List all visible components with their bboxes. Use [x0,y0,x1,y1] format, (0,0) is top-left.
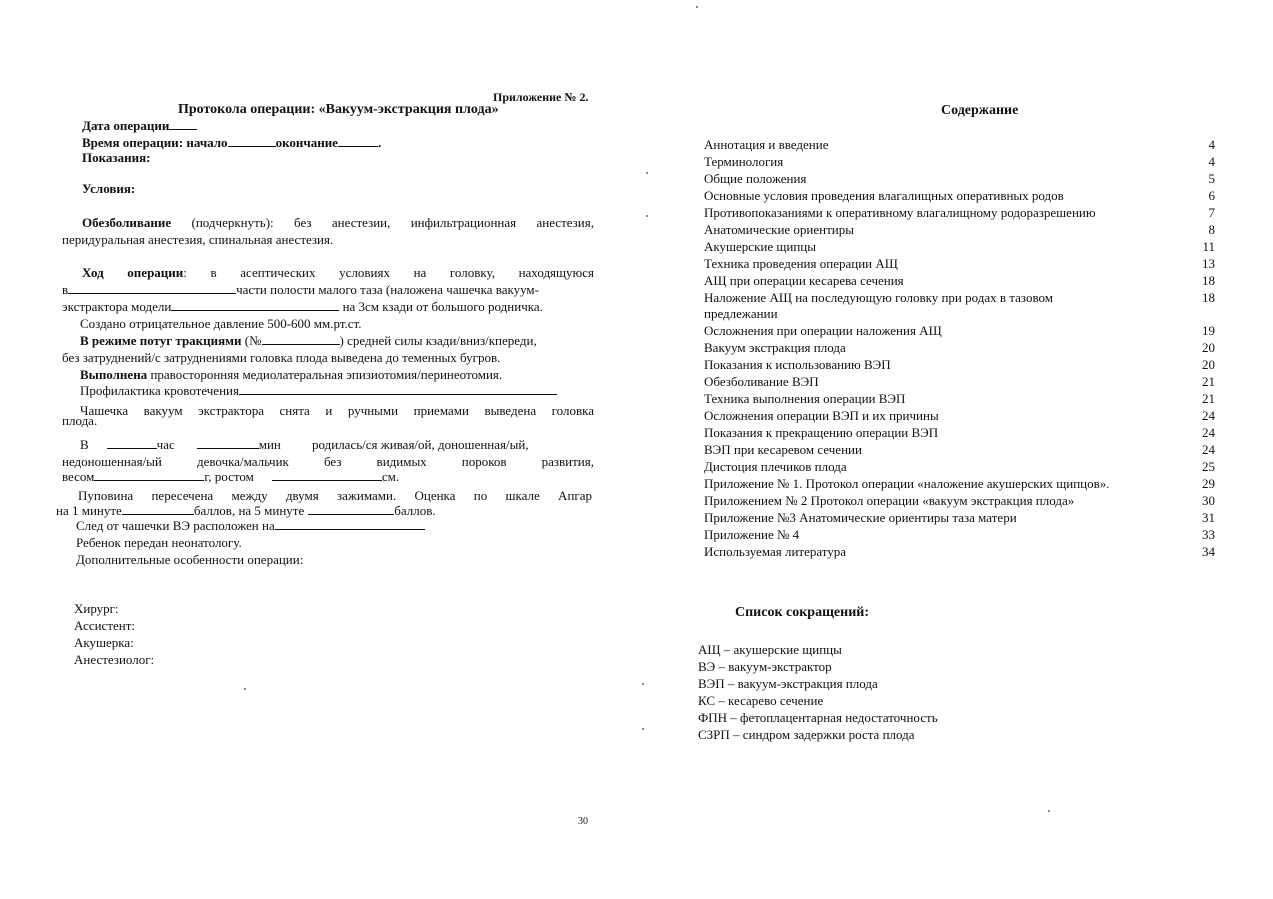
extra-features-line: Дополнительные особенности операции: [76,552,304,567]
born-in-label: В [80,437,89,452]
apgar-5-blank [308,503,394,515]
cup-removed-line-2: плода. [62,413,98,428]
anesthesia-line [82,215,594,231]
trace-line [76,518,425,534]
toc-entry-title: Приложение № 1. Протокол операции «наложение акушерских щипцов». [704,476,1110,491]
weight-label: весом [62,469,95,484]
toc-entry-title: Приложением № 2 Протокол операции «вакуум экстракция плода» [704,493,1075,508]
toc-entry-page: 21 [1202,391,1215,406]
toc-entry-title: Вакуум экстракция плода [704,340,846,355]
toc-entry-title: Основные условия проведения влагалищных оперативных родов [704,188,1064,203]
toc-entry-title: Показания к использованию ВЭП [704,357,891,372]
protocol-title: Протокола операции: «Вакуум-экстракция плода» [178,102,499,117]
toc-entry-page: 8 [1208,222,1215,237]
abbreviation-item: КС – кесарево сечение [698,693,824,708]
weight-blank [94,469,204,481]
scan-speck [1048,810,1050,812]
indications-label: Показания: [82,150,151,165]
page-number: 30 [578,816,588,827]
toc-entry-page: 20 [1202,357,1215,372]
toc-entry-page: 25 [1202,459,1215,474]
abbreviation-item: АЩ – акушерские щипцы [698,642,842,657]
birth-hour-label: час [156,437,175,452]
model-blank [171,299,339,311]
traction-number-blank [262,333,340,345]
scan-speck [642,728,644,730]
scan-speck [642,683,644,685]
toc-entry-page: 4 [1208,137,1215,152]
toc-entry-page: 30 [1202,493,1215,508]
conditions-label: Условия: [82,181,136,196]
anesthesia-options-2: перидуральная анестезия, спинальная анестезия. [62,232,334,247]
cord-line: Пуповина пересечена между двумя зажимами. Оценка по шкале Апгар [78,488,592,503]
cup-removed-line: Чашечка вакуум экстрактора снята и ручными приемами выведена головка [80,403,594,418]
toc-entry-page: 19 [1202,323,1215,338]
course-label: Ход операции [82,265,184,280]
toc-entry-title: Аннотация и введение [704,137,829,152]
birth-line-2: недоношенная/ый девочка/мальчик без видимых пороков развития, [62,454,594,469]
toc-entry-title: Наложение АЩ на последующую головку при родах в тазовом [704,290,1053,305]
time-end-blank [338,135,378,147]
apgar-5-label: баллов, на 5 минуте [193,503,305,518]
course-text-2: части полости малого таза (наложена чашечка вакуум- [236,282,539,297]
appendix-label: Приложение № 2. [493,90,589,104]
toc-entry-title: Осложнения при операции наложения АЩ [704,323,942,338]
traction-label: В режиме потуг тракциями [80,333,242,348]
toc-entry-title: Техника выполнения операции ВЭП [704,391,906,406]
traction-number-label: (№ [241,333,262,348]
birth-line [80,437,281,453]
abbreviation-item: ФПН – фетоплацентарная недостаточность [698,710,938,725]
toc-entry-title: Приложение № 4 [704,527,800,542]
toc-entry-title: Используемая литература [704,544,847,559]
anesthesia-options: (подчеркнуть): без анестезии, инфильтрационная анестезия, [171,215,594,230]
toc-entry-page: 13 [1202,256,1215,271]
birth-hour-blank [107,437,157,449]
course-text-3: на 3см кзади от большого родничка. [339,299,543,314]
episiotomy-label: Выполнена [80,367,148,382]
date-line [82,118,197,134]
toc-entry-page: 4 [1208,154,1215,169]
abbreviation-item: ВЭП – вакуум-экстракция плода [698,676,878,691]
toc-entry-page: 24 [1202,408,1215,423]
toc-entry-page: 21 [1202,374,1215,389]
apgar-1-blank [122,503,194,515]
apgar-end-label: баллов. [394,503,436,518]
anesthesiologist-label: Анестезиолог: [74,652,155,667]
toc-entry-page: 18 [1202,290,1215,305]
toc-entry-title: Терминология [704,154,784,169]
episiotomy-text: правосторонняя медиолатеральная эпизиотомия/перинеотомия. [147,367,503,382]
episiotomy-line [80,367,502,383]
toc-entry-title: ВЭП при кесаревом сечении [704,442,862,457]
pelvis-part-blank [68,282,236,294]
scan-speck [646,215,648,217]
toc-entry-page: 20 [1202,340,1215,355]
toc-entry-title: Осложнения операции ВЭП и их причины [704,408,939,423]
toc-entry-title: Показания к прекращению операции ВЭП [704,425,939,440]
traction-line-2: без затруднений/с затруднениями головка плода выведена до теменных бугров. [62,350,501,365]
abbreviation-item: СЗРП – синдром задержки роста плода [698,727,915,742]
trace-blank [275,518,425,530]
date-blank [169,118,197,130]
anesthesia-label: Обезболивание [82,215,172,230]
toc-entry-title: Противопоказаниями к оперативному влагалищному родоразрешению [704,205,1096,220]
height-blank [272,469,382,481]
course-prefix-2: в [62,282,69,297]
toc-entry-page: 5 [1208,171,1215,186]
course-text-1: : в асептических условиях на головку, находящуюся [183,265,595,280]
bleeding-blank [239,383,557,395]
scan-speck [646,172,648,174]
weight-line [62,469,399,485]
toc-heading: Содержание [941,103,1019,118]
toc-entry-title: Техника проведения операции АЩ [704,256,898,271]
toc-entry-title: Обезболивание ВЭП [704,374,819,389]
bleeding-label: Профилактика кровотечения [80,383,239,398]
time-start-blank [228,135,276,147]
birth-min-label: мин [258,437,281,452]
toc-entry-title: Дистоция плечиков плода [704,459,847,474]
trace-label: След от чашечки ВЭ расположен на [76,518,275,533]
toc-entry-title: предлежании [704,306,778,321]
toc-entry-page: 6 [1208,188,1215,203]
toc-entry-page: 11 [1202,239,1215,254]
toc-entry-page: 24 [1202,442,1215,457]
weight-unit: г, ростом [204,469,254,484]
course-line-2 [62,282,539,298]
toc-entry-page: 29 [1202,476,1215,491]
traction-line [80,333,537,349]
apgar-line [56,503,436,519]
time-line [82,135,381,151]
birth-min-blank [197,437,259,449]
traction-text: ) средней силы кзади/вниз/кпереди, [339,333,537,348]
course-prefix-3: экстрактора модели [62,299,172,314]
toc-entry-page: 18 [1202,273,1215,288]
birth-status-text: родилась/ся живая/ой, доношенная/ый, [312,437,529,452]
toc-entry-page: 31 [1202,510,1215,525]
abbreviations-heading: Список сокращений: [735,605,869,620]
midwife-label: Акушерка: [74,635,134,650]
toc-entry-page: 24 [1202,425,1215,440]
time-start-label: Время операции: начало [82,135,228,150]
bleeding-line [80,383,557,399]
toc-entry-title: АЩ при операции кесарева сечения [704,273,904,288]
neonatologist-line: Ребенок передан неонатологу. [76,535,242,550]
toc-entry-title: Общие положения [704,171,807,186]
toc-entry-page: 33 [1202,527,1215,542]
toc-entry-page: 34 [1202,544,1215,559]
height-unit: см. [381,469,400,484]
course-line-1 [82,265,594,281]
pressure-line: Создано отрицательное давление 500-600 мм.рт.ст. [80,316,362,331]
time-end-label: окончание [275,135,338,150]
course-line-3 [62,299,543,315]
toc-entry-page: 7 [1208,205,1215,220]
surgeon-label: Хирург: [74,601,119,616]
time-end-suffix: . [377,135,382,150]
apgar-1-label: на 1 минуте [56,503,122,518]
date-label: Дата операции [82,118,170,133]
toc-entry-title: Акушерские щипцы [704,239,816,254]
scan-speck [696,6,698,8]
abbreviation-item: ВЭ – вакуум-экстрактор [698,659,832,674]
toc-entry-title: Приложение №3 Анатомические ориентиры таза матери [704,510,1017,525]
scan-speck [244,688,246,690]
toc-entry-title: Анатомические ориентиры [704,222,854,237]
assistant-label: Ассистент: [74,618,136,633]
